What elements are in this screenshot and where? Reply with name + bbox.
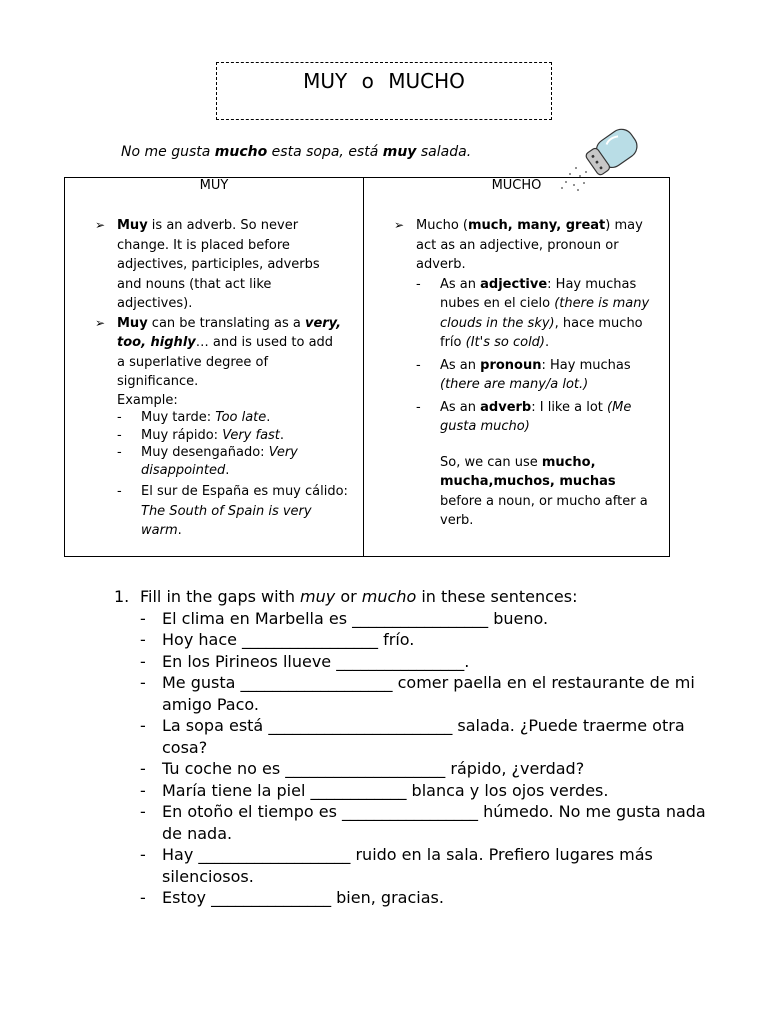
- example-item: - El sur de España es muy cálido: The South of Spain is very warm.: [117, 484, 348, 538]
- intro-part: esta sopa, está: [267, 144, 383, 160]
- gap-sentence: - Hay ___________________ ruido en la sala. Prefiero lugares más silenciosos.: [140, 845, 653, 886]
- arrow-bullet-icon: ➢: [95, 218, 106, 232]
- gap-sentence: - En otoño el tiempo es _________________ húmedo. No me gusta nada de nada.: [140, 802, 706, 843]
- title-mucho: MUCHO: [388, 69, 465, 93]
- muy-b2-text2: … and is used to add a superlative degree of significance.: [117, 335, 334, 389]
- mucho-header: MUCHO: [491, 178, 542, 193]
- muy-b2-text: can be translating as a: [147, 315, 305, 331]
- gap-sentence: - La sopa está _______________________ salada. ¿Puede traerme otra cosa?: [140, 716, 685, 757]
- gap-sentence: - El clima en Marbella es _________________ bueno.: [140, 608, 549, 628]
- mucho-meanings: much, many, great: [468, 218, 606, 233]
- gap-sentence: - Hoy hace _________________ frío.: [140, 630, 415, 649]
- title-box: [216, 62, 552, 120]
- muy-translations: very, too, highly: [117, 315, 342, 350]
- example-item: - Muy desengañado: Very disappointed.: [117, 445, 298, 478]
- arrow-bullet-icon: ➢: [394, 218, 405, 232]
- intro-sentence: [121, 144, 471, 160]
- mucho-bullet: ➢ Mucho (much, many, great) may act as an adjective, pronoun or adverb.: [394, 218, 643, 272]
- example-item: - Muy tarde: Too late.: [117, 410, 271, 425]
- gap-sentence: - En los Pirineos llueve ________________.: [140, 651, 470, 671]
- muy-b1-text: is an adverb. So never change. It is placed before adjectives, participles, adverbs and nouns (that act like adjectives).: [117, 218, 320, 311]
- mucho-usage-item: - As an adverb: I like a lot (Me gusta mucho): [416, 399, 632, 434]
- example-label: Example:: [117, 392, 178, 408]
- muy-column: [65, 178, 364, 557]
- intro-part: No me gusta: [121, 144, 215, 160]
- exercise-number: 1.: [114, 587, 130, 606]
- intro-bold-muy: muy: [382, 144, 417, 160]
- muy-bold: Muy: [117, 218, 148, 233]
- muy-bullet-2: [65, 314, 363, 392]
- example-item: - Muy rápido: Very fast.: [117, 427, 285, 443]
- title-o: o: [361, 69, 374, 93]
- mucho-usage-item: - As an pronoun: Hay muchas (there are many/a lot.): [416, 357, 631, 392]
- sentence-list: [114, 608, 725, 909]
- intro-part: salada.: [416, 144, 472, 160]
- muy-header: MUY: [199, 178, 229, 193]
- exercise-instructions: 1. Fill in the gaps with muy or mucho in these sentences:: [114, 587, 578, 606]
- muy-bullet-1: [65, 216, 363, 314]
- gap-sentence: - Me gusta ___________________ comer paella en el restaurante de mi amigo Paco.: [140, 673, 695, 714]
- comparison-table: [64, 177, 670, 557]
- intro-bold-mucho: mucho: [214, 144, 268, 160]
- gap-sentence: - Estoy _______________ bien, gracias.: [140, 888, 444, 907]
- gap-sentence: - Tu coche no es ____________________ rápido, ¿verdad?: [140, 759, 585, 778]
- mucho-usage-item: - As an adjective: Hay muchas nubes en el cielo (there is many clouds in the sky), hace mucho frío (It's so cold).: [416, 276, 650, 350]
- arrow-bullet-icon: ➢: [95, 315, 106, 330]
- mucho-column: [364, 178, 670, 557]
- muy-bold: Muy: [117, 315, 148, 331]
- gap-sentence: - María tiene la piel ____________ blanca y los ojos verdes.: [140, 780, 609, 800]
- title-muy: MUY: [303, 69, 348, 93]
- mucho-closing: So, we can use mucho, mucha,muchos, muchas before a noun, or mucho after a verb.: [440, 454, 648, 528]
- exercise-section: [114, 586, 734, 909]
